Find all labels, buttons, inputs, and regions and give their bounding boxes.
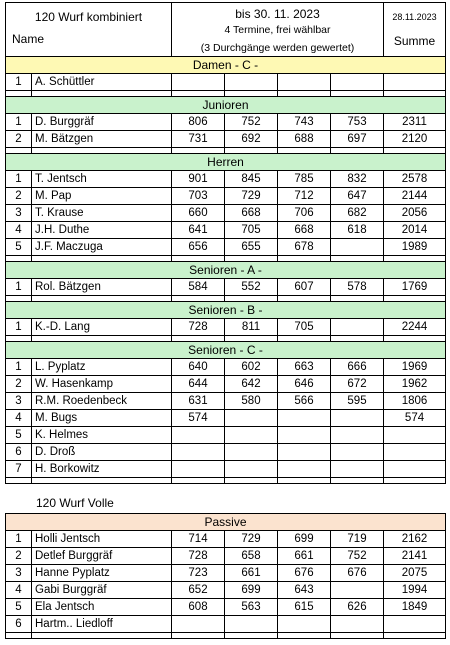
deadline-text: bis 30. 11. 2023 [235,7,320,21]
rank-cell: 2 [6,548,32,565]
score-cell: 647 [331,188,384,205]
name-cell: R.M. Roedenbeck [32,393,172,410]
sum-cell: 1849 [384,599,446,616]
score-cell: 618 [331,222,384,239]
score-cell: 641 [172,222,225,239]
score-cell: 615 [278,599,331,616]
rank-cell: 6 [6,616,32,633]
name-cell: A. Schüttler [32,74,172,91]
score-cell: 743 [278,114,331,131]
rank-cell: 4 [6,410,32,427]
score-cell: 699 [278,531,331,548]
score-cell [225,427,278,444]
score-cell: 574 [172,410,225,427]
sum-cell: 2120 [384,131,446,148]
rank-cell: 2 [6,376,32,393]
score-cell [331,616,384,633]
score-cell [331,319,384,336]
score-cell: 692 [225,131,278,148]
rank-cell: 1 [6,531,32,548]
sum-cell [384,74,446,91]
score-cell: 658 [225,548,278,565]
spacer-cell [331,478,384,484]
sheet-date: 28.11.2023 [392,12,437,22]
sum-cell: 574 [384,410,446,427]
score-cell: 699 [225,582,278,599]
score-cell: 646 [278,376,331,393]
score-cell: 705 [278,319,331,336]
score-cell: 668 [225,205,278,222]
table-row [6,319,446,336]
name-cell: D. Droß [32,444,172,461]
name-cell: T. Krause [32,205,172,222]
spacer-cell [331,633,384,639]
name-cell: J.H. Duthe [32,222,172,239]
score-cell [331,461,384,478]
score-cell: 663 [278,359,331,376]
sum-cell: 1962 [384,376,446,393]
rank-cell: 1 [6,74,32,91]
sheet-title: 120 Wurf kombiniert [34,10,143,24]
spacer-cell [32,478,172,484]
table-row [6,565,446,582]
name-cell: Hanne Pyplatz [32,565,172,582]
score-cell [225,461,278,478]
table-row [6,427,446,444]
score-cell: 643 [278,582,331,599]
score-cell [172,427,225,444]
score-cell: 806 [172,114,225,131]
section-header-row [6,342,446,359]
sum-cell: 2014 [384,222,446,239]
score-cell: 602 [225,359,278,376]
score-cell: 578 [331,279,384,296]
score-cell: 607 [278,279,331,296]
spacer-cell [384,633,446,639]
score-cell [331,427,384,444]
sum-cell: 1969 [384,359,446,376]
table-row [6,599,446,616]
rank-cell: 4 [6,582,32,599]
name-cell: Rol. Bätzgen [32,279,172,296]
score-cell: 608 [172,599,225,616]
sum-cell [384,427,446,444]
name-cell: Hartm.. Liedloff [32,616,172,633]
spacer-cell [6,633,32,639]
rank-cell: 1 [6,171,32,188]
score-cell [278,444,331,461]
rank-cell: 1 [6,114,32,131]
score-cell [225,410,278,427]
rank-cell: 2 [6,188,32,205]
score-cell: 584 [172,279,225,296]
score-cell: 712 [278,188,331,205]
section-title: Junioren [6,97,446,114]
score-cell: 676 [278,565,331,582]
sum-cell [384,444,446,461]
name-cell: D. Burggräf [32,114,172,131]
score-cell: 714 [172,531,225,548]
table-row [6,188,446,205]
table-row [6,376,446,393]
score-cell: 655 [225,239,278,256]
rank-cell: 3 [6,565,32,582]
spacer-cell [225,478,278,484]
spacer-cell [278,478,331,484]
name-cell: L. Pyplatz [32,359,172,376]
rank-cell: 1 [6,359,32,376]
name-cell: K.-D. Lang [32,319,172,336]
rank-cell: 6 [6,444,32,461]
name-cell: J.F. Maczuga [32,239,172,256]
sum-cell [384,616,446,633]
score-cell: 563 [225,599,278,616]
score-cell: 580 [225,393,278,410]
table-row [6,279,446,296]
section-header-row [6,97,446,114]
score-cell: 656 [172,239,225,256]
rank-cell: 1 [6,319,32,336]
score-cell: 811 [225,319,278,336]
score-cell: 676 [331,565,384,582]
rank-cell: 4 [6,222,32,239]
sum-column-label: Summe [393,34,436,48]
table-row [6,131,446,148]
score-cell [278,616,331,633]
scoring-note: (3 Durchgänge werden gewertet) [200,42,355,54]
score-cell: 631 [172,393,225,410]
spacer-cell [172,633,225,639]
table-row [6,205,446,222]
rank-cell: 5 [6,239,32,256]
spacer-cell [384,478,446,484]
score-cell: 706 [278,205,331,222]
table-row [6,444,446,461]
score-cell: 668 [278,222,331,239]
sum-cell: 2075 [384,565,446,582]
score-cell [331,74,384,91]
name-cell: W. Hasenkamp [32,376,172,393]
table-row [6,582,446,599]
score-cell: 552 [225,279,278,296]
table-row [6,410,446,427]
name-cell: Holli Jentsch [32,531,172,548]
score-cell [278,461,331,478]
name-cell: Gabi Burggräf [32,582,172,599]
name-cell: K. Helmes [32,427,172,444]
score-cell [172,74,225,91]
score-cell: 901 [172,171,225,188]
score-cell: 688 [278,131,331,148]
sum-cell: 2144 [384,188,446,205]
score-cell: 640 [172,359,225,376]
sum-cell: 1989 [384,239,446,256]
section-header-row [6,262,446,279]
score-cell [172,444,225,461]
score-cell [278,74,331,91]
sum-cell: 1769 [384,279,446,296]
score-cell [172,461,225,478]
table-row [6,114,446,131]
score-cell: 682 [331,205,384,222]
score-cell: 703 [172,188,225,205]
score-cell: 705 [225,222,278,239]
rank-cell: 1 [6,279,32,296]
score-cell [278,410,331,427]
table-row [6,239,446,256]
sum-cell: 2578 [384,171,446,188]
score-cell: 566 [278,393,331,410]
name-column-label: Name [12,32,45,46]
score-cell: 785 [278,171,331,188]
spacer-cell [32,633,172,639]
rank-cell: 7 [6,461,32,478]
score-cell [331,582,384,599]
score-cell: 752 [225,114,278,131]
spacer-cell [225,633,278,639]
score-cell: 661 [225,565,278,582]
table-row [6,616,446,633]
score-cell: 728 [172,319,225,336]
score-cell: 595 [331,393,384,410]
table-row [6,359,446,376]
name-cell: H. Borkowitz [32,461,172,478]
score-cell: 723 [172,565,225,582]
results-table-main [5,2,446,484]
rank-cell: 3 [6,205,32,222]
score-cell: 644 [172,376,225,393]
name-cell: M. Pap [32,188,172,205]
score-cell: 697 [331,131,384,148]
terms-text: 4 Termine, frei wählbar [224,24,331,36]
spacer-cell [172,478,225,484]
score-cell: 845 [225,171,278,188]
score-cell: 666 [331,359,384,376]
section-spacer [6,633,446,639]
score-cell [172,616,225,633]
table-row [6,171,446,188]
sum-cell [384,461,446,478]
score-cell [278,427,331,444]
score-cell: 642 [225,376,278,393]
section-title: Senioren - A - [6,262,446,279]
sum-cell: 2141 [384,548,446,565]
table-row [6,531,446,548]
sum-cell: 2311 [384,114,446,131]
score-cell: 678 [278,239,331,256]
sum-cell: 2244 [384,319,446,336]
sum-cell: 2056 [384,205,446,222]
volle-subtitle: 120 Wurf Volle [36,496,114,510]
section-title: Herren [6,154,446,171]
section-header-row [6,514,446,531]
sum-cell: 2162 [384,531,446,548]
score-cell [331,239,384,256]
table-row [6,74,446,91]
section-header-row [6,57,446,74]
score-cell: 728 [172,548,225,565]
section-header-row [6,302,446,319]
rank-cell: 3 [6,393,32,410]
section-title: Damen - C - [6,57,446,74]
score-cell: 660 [172,205,225,222]
section-title: Senioren - C - [6,342,446,359]
score-cell: 832 [331,171,384,188]
score-cell [331,410,384,427]
score-cell: 672 [331,376,384,393]
spacer-cell [6,478,32,484]
score-cell [225,74,278,91]
section-title: Senioren - B - [6,302,446,319]
score-cell [225,444,278,461]
score-cell: 731 [172,131,225,148]
table-row [6,222,446,239]
score-cell: 753 [331,114,384,131]
name-cell: M. Bätzgen [32,131,172,148]
score-cell [331,444,384,461]
table-row [6,461,446,478]
score-cell: 729 [225,188,278,205]
rank-cell: 2 [6,131,32,148]
section-spacer [6,478,446,484]
spacer-cell [278,633,331,639]
score-cell: 661 [278,548,331,565]
score-cell: 626 [331,599,384,616]
score-cell [225,616,278,633]
score-cell: 652 [172,582,225,599]
score-cell: 729 [225,531,278,548]
table-row [6,548,446,565]
score-cell: 719 [331,531,384,548]
results-table-passive [5,513,446,639]
section-header-row [6,154,446,171]
name-cell: M. Bugs [32,410,172,427]
sum-cell: 1994 [384,582,446,599]
section-title: Passive [6,514,446,531]
name-cell: Detlef Burggräf [32,548,172,565]
score-cell: 752 [331,548,384,565]
name-cell: T. Jentsch [32,171,172,188]
table-row [6,393,446,410]
rank-cell: 5 [6,427,32,444]
sum-cell: 1806 [384,393,446,410]
rank-cell: 5 [6,599,32,616]
name-cell: Ela Jentsch [32,599,172,616]
